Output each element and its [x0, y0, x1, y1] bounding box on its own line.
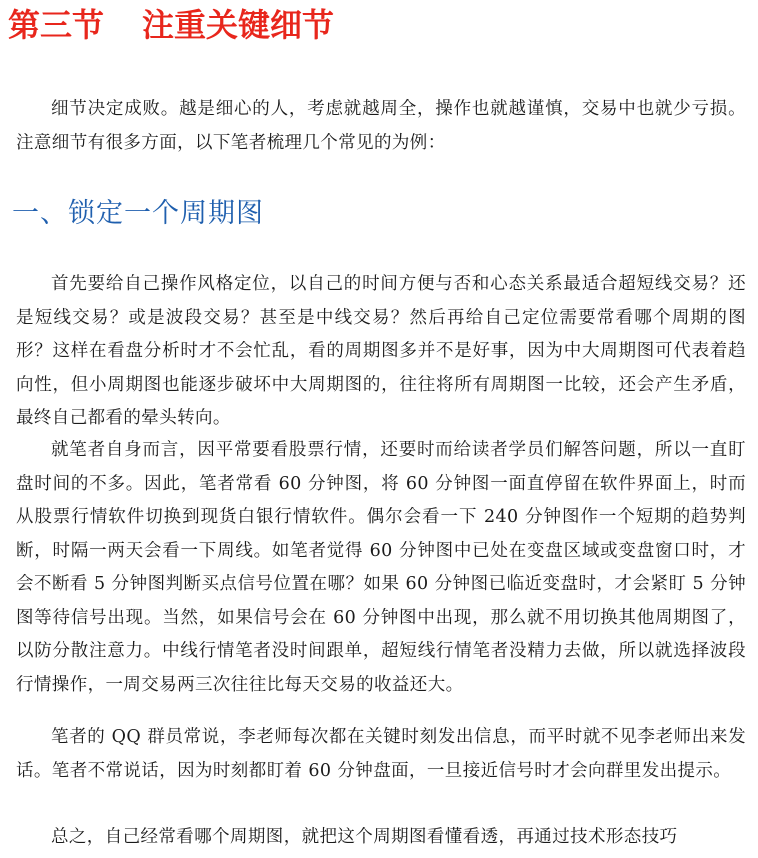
body-paragraph-3: 笔者的 QQ 群员常说，李老师每次都在关键时刻发出信息，而平时就不见李老师出来发话。笔者不常说话，因为时刻都盯着 60 分钟盘面，一旦接近信号时才会向群里发出提示。: [16, 727, 746, 781]
section-title-text: 注重关键细节: [142, 6, 335, 44]
body-paragraph-4: 总之，自己经常看哪个周期图，就把这个周期图看懂看透，再通过技术形态技巧: [51, 827, 678, 847]
intro-paragraph: 细节决定成败。越是细心的人，考虑就越周全，操作也就越谨慎，交易中也就少亏损。注意细节有很多方面，以下笔者梳理几个常见的为例：: [16, 99, 746, 153]
section-title: [8, 2, 334, 48]
body-paragraph-2: 就笔者自身而言，因平常要看股票行情，还要时而给读者学员们解答问题，所以一直盯盘时间的不多。因此，笔者常看 60 分钟图，将 60 分钟图一面直停留在软件界面上，时而从股票行情软件切换到现货白银行情软件。偶尔会看一下 240 分钟图作一个短期的趋势判断，时隔一两天会看一下周线。如笔者觉得 60 分钟图中已处在变盘区域或变盘窗口时，才会不断看 5 分钟图判断买点信号位置在哪？如果 60 分钟图已临近变盘时，才会紧盯 5 分钟图等待信号出现。当然，如果信号会在 60 分钟图中出现，那么就不用切换其他周期图了，以防分散注意力。中线行情笔者没时间跟单，超短线行情笔者没精力去做，所以就选择波段行情操作，一周交易两三次往往比每天交易的收益还大。: [16, 440, 746, 695]
section-number: 第三节: [8, 6, 105, 44]
body-paragraph-1: 首先要给自己操作风格定位，以自己的时间方便与否和心态关系最适合超短线交易？还是短线交易？或是波段交易？甚至是中线交易？然后再给自己定位需要常看哪个周期的图形？这样在看盘分析时才不会忙乱，看的周期图多并不是好事，因为中大周期图可代表着趋向性，但小周期图也能逐步破坏中大周期图的，往往将所有周期图一比较，还会产生矛盾，最终自己都看的晕头转向。: [16, 274, 746, 428]
subsection-heading: 一、锁定一个周期图: [12, 198, 264, 229]
